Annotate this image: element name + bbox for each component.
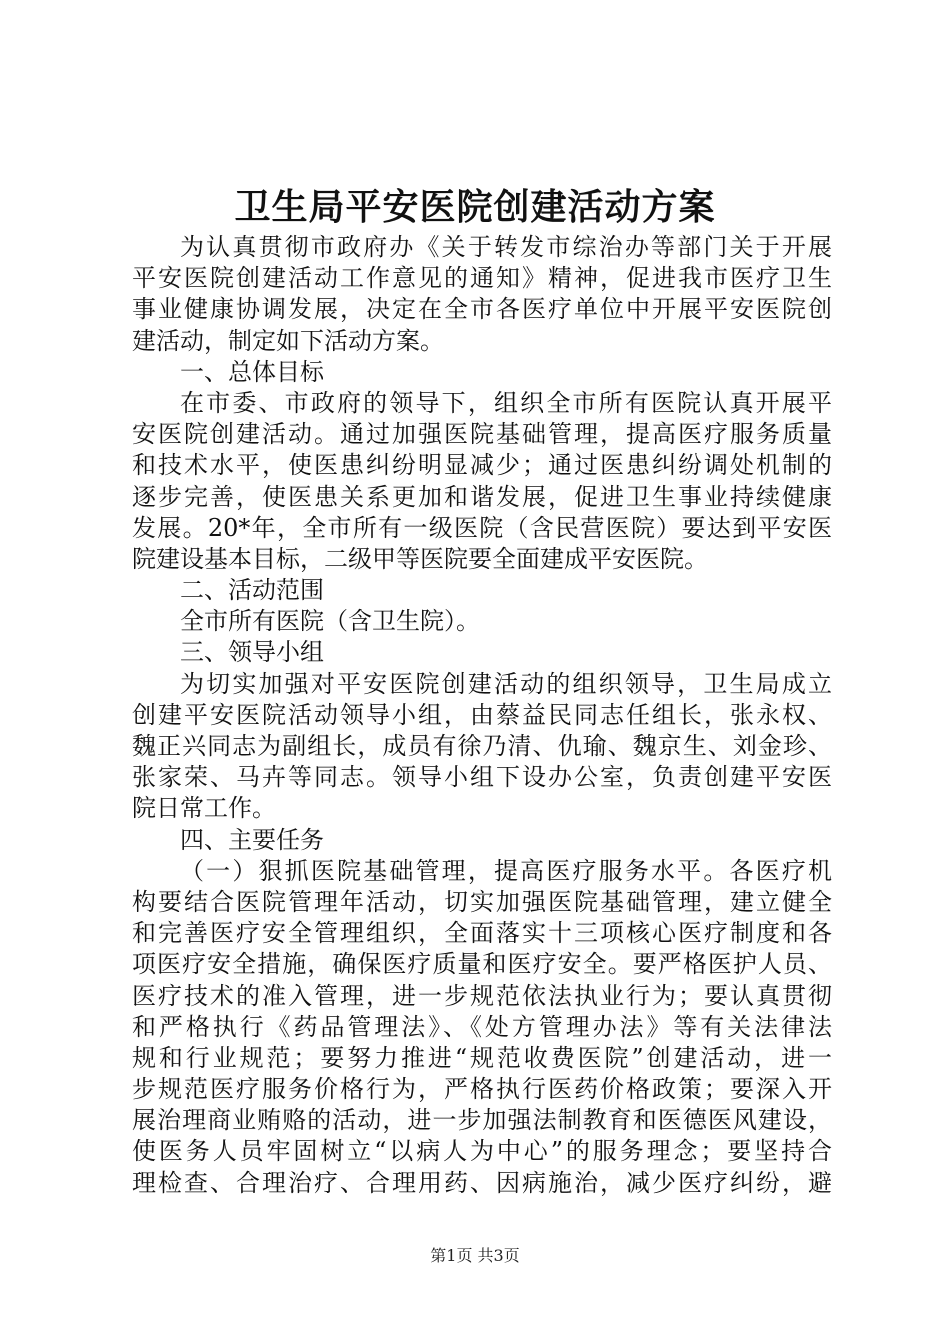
body-line: 院建设基本目标，二级甲等医院要全面建成平安医院。 <box>132 544 708 573</box>
body-line: （一）狠抓医院基础管理，提高医疗服务水平。各医疗机 <box>180 856 832 885</box>
document-title: 卫生局平安医院创建活动方案 <box>234 187 716 228</box>
body-line: 医疗技术的准入管理，进一步规范依法执业行为；要认真贯彻 <box>132 981 832 1010</box>
body-line: 事业健康协调发展，决定在全市各医疗单位中开展平安医院创 <box>132 295 832 324</box>
body-line: 和完善医疗安全管理组织，全面落实十三项核心医疗制度和各 <box>132 919 832 948</box>
body-line: 项医疗安全措施，确保医疗质量和医疗安全。要严格医护人员、 <box>132 950 832 979</box>
body-line: 创建平安医院活动领导小组，由蔡益民同志任组长，张永权、 <box>132 700 832 729</box>
body-line: 和技术水平，使医患纠纷明显减少；通过医患纠纷调处机制的 <box>132 451 832 480</box>
body-line: 在市委、市政府的领导下，组织全市所有医院认真开展平 <box>180 388 832 417</box>
body-line: 魏正兴同志为副组长，成员有徐乃清、仇瑜、魏京生、刘金珍、 <box>132 732 832 760</box>
body-line: 理检查、合理治疗、合理用药、因病施治，减少医疗纠纷，避 <box>132 1168 832 1197</box>
body-line: 和严格执行《药品管理法》、《处方管理办法》等有关法律法 <box>132 1012 832 1041</box>
body-line: 使医务人员牢固树立“以病人为中心”的服务理念；要坚持合 <box>132 1137 832 1166</box>
body-line: 张家荣、马卉等同志。领导小组下设办公室，负责创建平安医 <box>132 763 832 792</box>
section-heading: 四、主要任务 <box>180 825 324 854</box>
body-line: 安医院创建活动。通过加强医院基础管理，提高医疗服务质量 <box>132 420 832 449</box>
body-line: 步规范医疗服务价格行为，严格执行医药价格政策；要深入开 <box>132 1075 832 1104</box>
body-line: 为切实加强对平安医院创建活动的组织领导，卫生局成立 <box>180 669 832 698</box>
body-line: 全市所有医院（含卫生院）。 <box>180 607 480 636</box>
body-line: 院日常工作。 <box>132 794 276 823</box>
page-footer: 第1页 共3页 <box>430 1246 520 1265</box>
document-body <box>132 232 832 1199</box>
body-line: 建活动，制定如下活动方案。 <box>132 326 444 355</box>
section-heading: 二、活动范围 <box>180 576 324 605</box>
body-line: 规和行业规范；要努力推进“规范收费医院”创建活动，进一 <box>132 1043 832 1072</box>
section-heading: 一、总体目标 <box>180 357 324 386</box>
body-line: 展治理商业贿赂的活动，进一步加强法制教育和医德医风建设， <box>132 1106 832 1135</box>
body-line: 构要结合医院管理年活动，切实加强医院基础管理，建立健全 <box>132 887 832 916</box>
body-line: 逐步完善，使医患关系更加和谐发展，促进卫生事业持续健康 <box>132 482 832 511</box>
section-heading: 三、领导小组 <box>180 638 324 667</box>
body-line: 平安医院创建活动工作意见的通知》精神，促进我市医疗卫生 <box>132 264 832 293</box>
body-line: 为认真贯彻市政府办《关于转发市综治办等部门关于开展 <box>180 233 832 261</box>
body-line: 发展。20*年，全市所有一级医院（含民营医院）要达到平安医 <box>132 513 832 542</box>
